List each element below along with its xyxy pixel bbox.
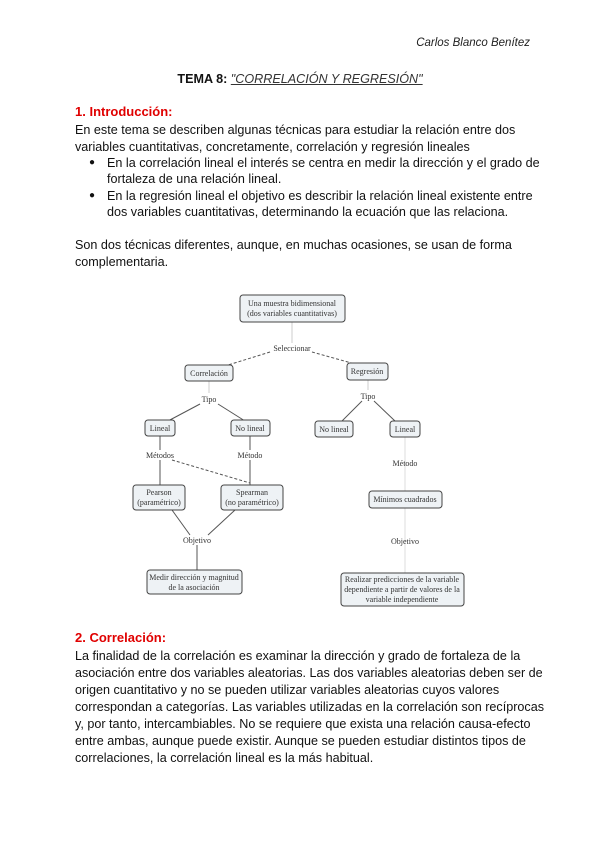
box-label: Regresión <box>350 367 384 376</box>
box-label: Correlación <box>190 369 228 378</box>
closing-line: complementaria. <box>75 255 169 269</box>
section-heading-correlacion: 2. Correlación: <box>75 630 167 645</box>
diagram-box-root <box>240 295 345 322</box>
svg-text:dependiente a partir de valore: dependiente a partir de valores de la <box>344 585 460 594</box>
svg-text:Pearson: Pearson <box>146 488 172 497</box>
paragraph-line: asociación entre dos variables aleatorias. Las dos variables aleatorias deben ser de <box>75 666 543 680</box>
diagram-box-objetivo-correlacion <box>147 570 242 594</box>
intro-line: En este tema se describen algunas técnicas para estudiar la relación entre dos <box>75 123 516 137</box>
diagram-box-pearson <box>133 485 185 510</box>
intro-line: variables cuantitativas, concretamente, correlación y regresión lineales <box>75 140 470 154</box>
box-label: Lineal <box>394 425 416 434</box>
box-label: Lineal <box>149 424 171 433</box>
label-objetivo: Objetivo <box>391 537 419 546</box>
paragraph-line: La finalidad de la correlación es examinar la dirección y grado de fortaleza de la <box>75 649 521 663</box>
svg-text:(no paramétrico): (no paramétrico) <box>225 498 279 507</box>
bullet-icon: ● <box>89 190 96 201</box>
closing-line: Son dos técnicas diferentes, aunque, en muchas ocasiones, se usan de forma <box>75 238 512 252</box>
label-metodo: Método <box>237 451 263 460</box>
svg-text:(paramétrico): (paramétrico) <box>137 498 181 507</box>
svg-text:Medir dirección y magnitud: Medir dirección y magnitud <box>149 573 239 582</box>
label-tipo: Tipo <box>360 392 376 401</box>
label-metodos: Métodos <box>146 451 174 460</box>
bullet-line: En la regresión lineal el objetivo es describir la relación lineal existente entre <box>107 189 533 203</box>
bullet-line: dos variables cuantitativas, determinando la ecuación que las relaciona. <box>107 205 509 219</box>
box-label: Mínimos cuadrados <box>373 495 437 504</box>
paragraph-line: y, por tanto, intercambiables. No se requiere que exista una relación causa-efecto <box>75 717 531 731</box>
paragraph-line: origen cuantitativo y no se pueden utilizar variables aleatorias cuyos valores <box>75 683 500 697</box>
paragraph-line: correspondan a categorías. Las variables utilizadas en la correlación son recíprocas <box>75 700 545 714</box>
label-tipo: Tipo <box>201 395 217 404</box>
diagram-box-spearman <box>221 485 283 510</box>
svg-text:Spearman: Spearman <box>236 488 268 497</box>
svg-text:variable independiente: variable independiente <box>365 595 439 604</box>
title-main: "CORRELACIÓN Y REGRESIÓN" <box>230 72 423 86</box>
svg-text:Realizar predicciones de la va: Realizar predicciones de la variable <box>344 575 460 584</box>
diagram-box-objetivo-regresion <box>341 573 464 606</box>
bullet-line: En la correlación lineal el interés se centra en medir la dirección y el grado de <box>107 156 540 170</box>
author-name: Carlos Blanco Benítez <box>416 37 530 49</box>
label-objetivo: Objetivo <box>183 536 211 545</box>
paragraph-line: entre ambas, aunque puede existir. Aunque se pueden estudiar distintos tipos de <box>75 734 526 748</box>
svg-text:de la asociación: de la asociación <box>168 583 220 592</box>
bullet-icon: ● <box>89 157 96 168</box>
svg-text:(dos variables cuantitativas): (dos variables cuantitativas) <box>247 309 337 318</box>
title-prefix: TEMA 8: <box>177 72 228 86</box>
svg-text:Una muestra bidimensional: Una muestra bidimensional <box>248 299 336 308</box>
label-seleccionar: Seleccionar <box>273 344 311 353</box>
box-label: No lineal <box>319 425 349 434</box>
paragraph-line: correlaciones, la correlación lineal es la más habitual. <box>75 751 374 765</box>
section-heading-intro: 1. Introducción: <box>75 104 173 119</box>
label-metodo: Método <box>392 459 418 468</box>
box-label: No lineal <box>235 424 265 433</box>
bullet-line: fortaleza de una relación lineal. <box>107 172 282 186</box>
